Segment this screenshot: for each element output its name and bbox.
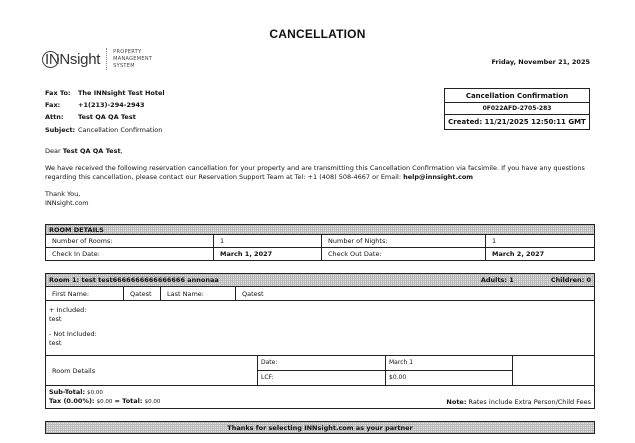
not-included-value: test [49,338,62,347]
num-rooms-label: Number of Rooms: [46,235,214,248]
confirmation-box [444,88,590,130]
table-row [46,235,595,248]
attn-value: Test QA QA Test [78,113,136,122]
greeting-suffix: , [120,147,123,155]
tax-total [49,397,160,406]
fax-header [45,87,165,136]
room-heading: Room 1: test test6666666666666666 annonaa [49,276,219,284]
rate-note [446,398,591,406]
innsight-logo [45,48,152,70]
tagline-line: MANAGEMENT [113,55,153,62]
room-header [46,274,594,287]
rate-lcf-row [258,371,512,385]
confirmation-number: 0F022AFD-2705-283 [445,103,589,115]
rate-row [46,356,594,386]
room-section [45,273,595,409]
fax-number-row [45,99,165,111]
logo-text: INNsight [45,50,101,68]
subtotal-label: Sub-Total: [49,388,86,396]
adults-count: Adults: 1 [480,276,514,284]
rate-date-row [258,356,512,371]
included-block [49,306,591,323]
greeting [45,147,595,156]
support-email-link[interactable]: help@innsight.com [403,173,474,181]
not-included-label: - Not Included: [49,330,97,338]
letter-body [45,147,595,216]
check-out-value: March 2, 2027 [486,248,595,261]
greeting-prefix: Dear [45,147,63,155]
occupancy [481,276,591,284]
rate-grid [258,356,513,385]
fax-to-row [45,87,165,99]
fax-to-label: Fax To: [45,89,71,97]
subtotal [49,388,160,397]
footer-banner: Thanks for selecting INNsight.com as your partner [45,421,595,434]
not-included-block [49,330,591,347]
first-name-value: Qatest [124,287,161,300]
note-value: Rates include Extra Person/Child Fees [468,398,591,406]
magnifier-icon [42,51,59,68]
totals-row [46,386,594,408]
tax-label: Tax (0.00%): [49,397,95,405]
tax-value: $0.00 [96,399,113,405]
subject-row [45,124,165,136]
room-details-label: Room Details [46,356,258,385]
logo-tagline [113,49,152,70]
inclusions [46,301,594,356]
room-details-header [46,225,595,235]
attn-label: Attn: [45,113,64,122]
subtotal-value: $0.00 [87,390,103,396]
confirmation-heading: Cancellation Confirmation [445,89,589,103]
included-label: + Included: [49,306,87,314]
subject-value: Cancellation Confirmation [78,125,163,134]
logo-wordmark [45,51,100,68]
tagline-line: PROPERTY [113,48,142,55]
num-nights-value: 1 [486,235,595,248]
lcf-label: LCF: [258,371,386,385]
num-nights-label: Number of Nights: [322,235,486,248]
lcf-value: $0.00 [389,374,407,381]
fax-to-value: The INNsight Test Hotel [78,89,165,97]
letter-paragraph [45,164,595,182]
logo-divider [106,48,107,70]
document-date: Friday, November 21, 2025 [491,58,590,66]
check-in-value: March 1, 2027 [214,248,322,261]
sign-off-text: Thank You, [45,190,81,198]
attn-row [45,111,165,123]
included-value: test [49,314,62,323]
document-title: CANCELLATION [269,27,366,41]
sign-off [45,190,595,208]
first-name-label: First Name: [46,287,124,300]
note-label: Note: [446,398,467,406]
fax-value: +1(213)-294-2943 [78,101,145,110]
letter-text: We have received the following reservation cancellation for your property and are transmitting this Cancellation Confirmation via facsimile. If you have any questions regarding this cancellation, please contact our Reservation Support Team at Tel: +1 (408) 508-4667 or Email: [45,164,585,181]
children-count: Children: 0 [550,276,591,284]
confirmation-created: Created: 11/21/2025 12:50:11 GMT [448,118,586,126]
totals-left [49,388,160,406]
signature: INNsight.com [45,199,89,207]
subject-label: Subject: [45,125,76,134]
fax-label: Fax: [45,101,61,110]
greeting-name: Test QA QA Test [62,147,121,155]
total-value: $0.00 [144,399,161,405]
room-details-heading: ROOM DETAILS [46,225,595,235]
total-label: = Total: [114,397,143,405]
rate-empty-cell [513,356,594,385]
room-details-table [45,224,595,261]
tagline-line: SYSTEM [113,62,135,69]
check-in-label: Check In Date: [46,248,214,261]
rate-date-label: Date: [258,356,386,370]
table-row [46,248,595,261]
num-rooms-value: 1 [214,235,322,248]
guest-name-row [46,287,594,301]
rate-date-value: March 1 [389,359,414,366]
check-out-label: Check Out Date: [322,248,486,261]
last-name-value: Qatest [242,290,264,298]
last-name-label: Last Name: [161,287,236,300]
